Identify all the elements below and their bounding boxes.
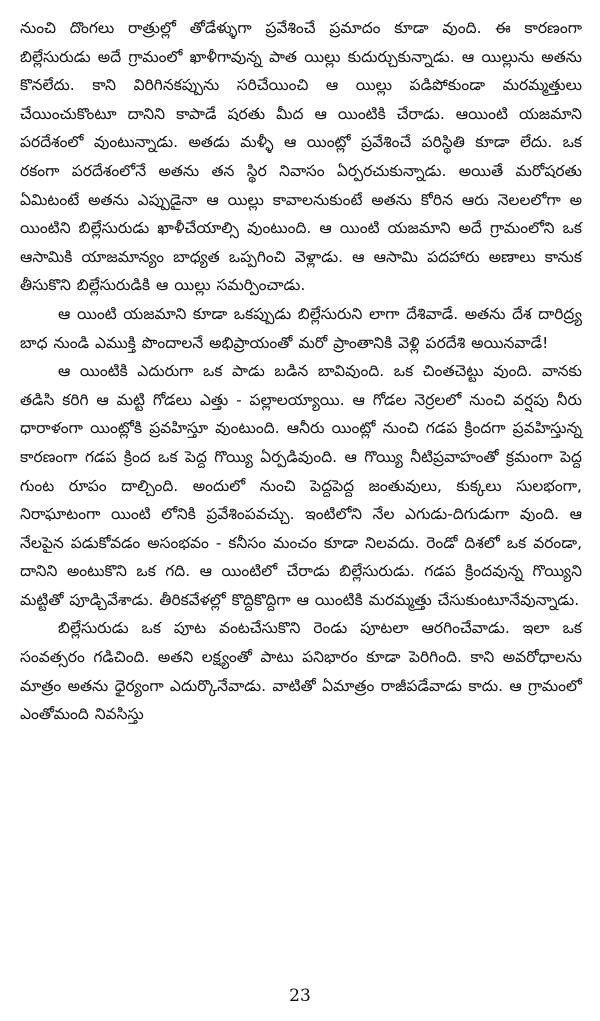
body-text (20, 14, 582, 729)
paragraph-1: నుంచి దొంగలు రాత్రుల్లో తోడేళ్ళుగా ప్రవేశించే ప్రమాదం కూడా వుంది. ఈ కారణంగా బిల్లేసురుడు అదే గ్రామంలో ఖాళీగావున్న పాత యిల్లు కుదుర్చుకున్నాడు. ఆ యిల్లును అతను కొనలేదు. కాని విరిగినకప్పును సరిచేయించి ఆ యిల్లు పడిపోకుండా మరమ్మత్తులు చేయించుకొంటూ దానిని కాపాడే షరతు మీద ఆ యింటికి చేరాడు. ఆయింటి యజమాని పరదేశంలో వుంటున్నాడు. అతడు మళ్ళీ ఆ యింట్లో ప్రవేశించే పరిస్థితి కూడా లేదు. ఒక రకంగా పరదేశంలోనే అతను తన స్థిర నివాసం ఏర్పరచుకున్నాడు. అయితే మరోషరతు ఏమిటంటే అతను ఎప్పుడైనా ఆ యిల్లు కావాలనుకుంటే అతను కోరిన ఆరు నెలలలోగా అ యింటిని బిల్లేసురుడు ఖాళీచేయాల్సి వుంటుంది. ఆ యింటి యజమాని అదే గ్రామంలోని ఒక ఆసామికి యాజమాన్యం బాధ్యత ఒప్పగించి వెళ్లాడు. ఆ ఆసామి పదహారు అణాలు కానుక తీసుకొని బిల్లేసురుడికి ఆ యిల్లు సమర్పించాడు. (20, 19, 582, 295)
paragraph-4: బిల్లేసురుడు ఒక పూట వంటచేసుకొని రెండు పూటలా ఆరగించేవాడు. ఇలా ఒక సంవత్సరం గడిచింది. అతని లక్ష్యంతో పాటు పనిభారం కూడా పెరిగింది. కాని అవరోధాలను మాత్రం అతను ధైర్యంగా ఎదుర్కొనేవాడు. వాటితో ఏమాత్రం రాజీపడేవాడు కాదు. ఆ గ్రామంలో ఎంతోమంది నివసిస్తు (20, 619, 582, 724)
paragraph-3: ఆ యింటికి ఎదురుగా ఒక పాడు బడిన బావివుంది. ఒక చింతచెట్టు వుంది. వానకు తడిసి కరిగి ఆ మట్టి గోడలు ఎత్తు - పల్లాలయ్యాయి. ఆ గోడల నెర్రలలో నుంచి వర్షపు నీరు ధారాళంగా యింట్లోకి ప్రవహిస్తూ వుంటుంది. ఆనీరు యింట్లో నుంచి గడప క్రిందగా ప్రవహిస్తున్న కారణంగా గడప క్రింద ఒక పెద్ద గొయ్యి ఏర్పడివుంది. ఆ గొయ్యి నీటిప్రవాహంతో క్రమంగా పెద్ద గుంట రూపం దాల్చింది. అందులో నుంచి పెద్దపెద్ద జంతువులు, కుక్కలు సులభంగా, నిరాఘాటంగా యింటి లోనికి ప్రవేశింపవచ్చు. ఇంటిలోని నేల ఎగుడు-దిగుడుగా వుంది. ఆ నేలపైన పడుకోవడం అసంభవం - కనీసం మంచం కూడా నిలవదు. రెండో దిశలో ఒక వరండా, దానిని అంటుకొని ఒక గది. ఆ యింటిలో చేరాడు బిల్లేసురుడు. గడప క్రిందవున్న గొయ్యిని మట్టితో పూడ్చివేశాడు. తీరికవేళల్లో కొద్దికొద్దిగా ఆ యింటికి మరమ్మత్తు చేసుకుంటూనేవున్నాడు. (20, 362, 582, 609)
page-number: 23 (289, 986, 311, 1006)
paragraph-2: ఆ యింటి యజమాని కూడా ఒకప్పుడు బిల్లేసురుని లాగా దేశివాడే. అతను దేశ దారిద్ర్య బాధ నుండి ఎముక్తి పొందాలనే అభిప్రాయంతో మరో ప్రాంతానికి వెళ్లి పరదేశి అయినవాడే! (20, 304, 582, 352)
